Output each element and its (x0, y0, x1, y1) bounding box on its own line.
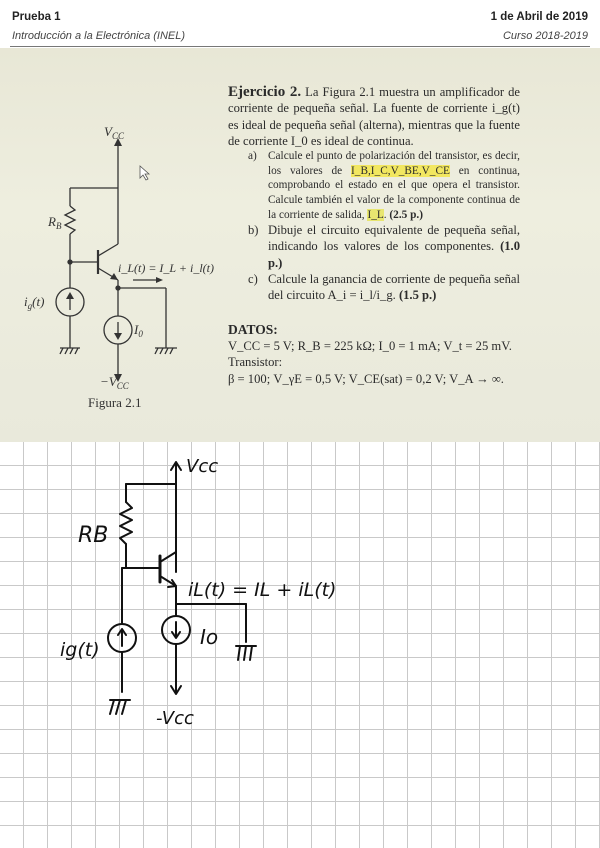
sketch-minus-vcc-label: -Vcc (156, 708, 194, 729)
course-name: Introducción a la Electrónica (INEL) (12, 30, 186, 42)
exercise-intro: Ejercicio 2. La Figura 2.1 muestra un amplificador de corriente de pequeña señal. La fuente de corriente i_g(t) es ideal de pequeña señal (alterna), mientras que la fuente de corriente I_0 es ideal de continua. (228, 84, 520, 148)
highlight-vars: I_B,I_C,V_BE,V_CE (351, 164, 450, 177)
ig-label: $i_g(t)$ (24, 294, 45, 311)
datos-heading: DATOS: (228, 321, 278, 337)
exam-photo (0, 48, 600, 442)
header-divider (10, 46, 590, 47)
io-label: $I_0$ (134, 322, 143, 339)
item-b: b) Dibuje el circuito equivalente de pequeña señal, indicando los valores de los componentes. (1.0 p.) (248, 223, 520, 270)
il-arrow-icon (156, 277, 163, 283)
sketch-vcc-label: Vcc (186, 456, 219, 477)
sketch-rb-label: RB (78, 523, 109, 548)
datos-line3: β = 100; V_γE = 0,5 V; V_CE(sat) = 0,2 V; V_A → ∞. (228, 371, 504, 386)
sketch-io-label: Io (200, 625, 219, 649)
exercise-text (228, 84, 520, 387)
exam-date: 1 de Abril de 2019 (490, 11, 588, 23)
exercise-items (228, 149, 520, 303)
item-a: a) Calcule el punto de polarización del transistor, es decir, los valores de I_B,I_C,V_BE,V_CE en continua, comprobando el estado en el que opera el transistor. Calcule también el valor de la componente continua de la corriente de salida, I_L. (2.5 p.) (248, 150, 520, 221)
minus-vcc-label: $-V_{CC}$ (100, 374, 129, 391)
cursor-icon (140, 166, 149, 180)
handwritten-circuit (0, 442, 600, 848)
course-year: Curso 2018-2019 (502, 30, 588, 42)
exam-title: Prueba 1 (12, 11, 61, 23)
il-expression: i_L(t) = I_L + i_l(t) (118, 261, 214, 275)
sketch-ig-label: ig(t) (60, 639, 100, 661)
datos-line1: V_CC = 5 V; R_B = 225 kΩ; I_0 = 1 mA; V_t = 25 mV. (228, 338, 512, 353)
rb-resistor (65, 206, 75, 234)
datos-line2: Transistor: (228, 355, 283, 370)
figure-caption: Figura 2.1 (88, 395, 142, 410)
transistor-collector (98, 244, 118, 256)
sketch-il-expression: iL(t) = IL + iL(t) (188, 579, 337, 601)
vcc-label: $V_{CC}$ (104, 124, 124, 141)
rb-label: $R_B$ (48, 214, 62, 231)
exercise-heading: Ejercicio 2. (228, 84, 302, 100)
highlight-il: I_L (367, 208, 384, 221)
graph-paper (0, 442, 600, 848)
sketch-rb-resistor (120, 502, 132, 544)
datos-section (228, 322, 520, 387)
item-c: c) Calcule la ganancia de corriente de pequeña señal del circuito A_i = i_l/i_g. (1.5 p.) (248, 272, 520, 303)
page-header (0, 0, 600, 48)
